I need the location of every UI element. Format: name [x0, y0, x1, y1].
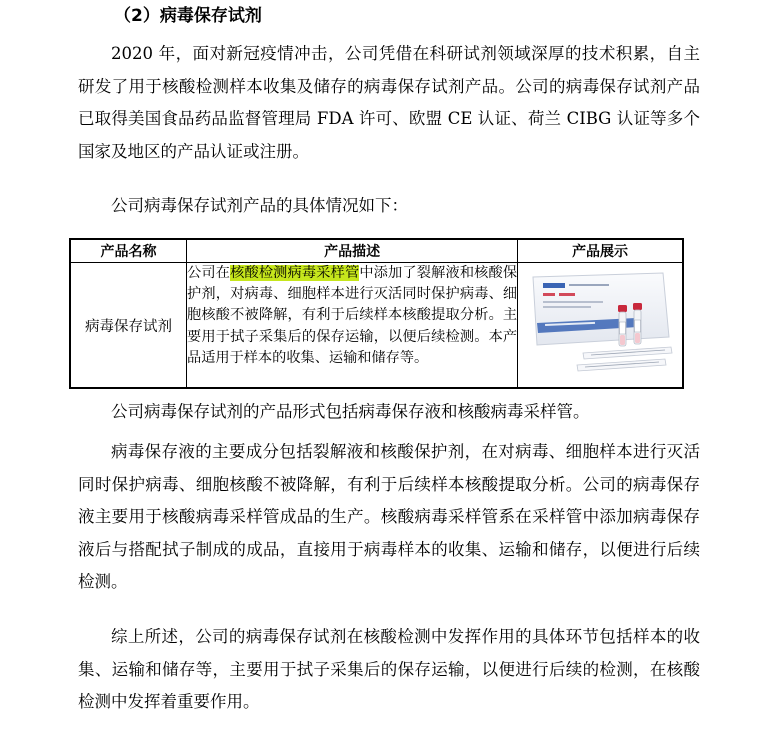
description-text-after: 中添加了裂解液和核酸保护剂，对病毒、细胞样本进行灭活同时保护病毒、细胞核酸不被降解，有利于后续样本核酸提取分析。主要用于拭子采集后的保存运输，以便后续检测。本产品适用于样本的收集、运输和储存等。 [187, 265, 518, 366]
highlighted-product-term: 核酸检测病毒采样管 [230, 265, 360, 281]
header-product-name: 产品名称 [70, 239, 187, 263]
table-row [70, 263, 683, 389]
product-name-cell: 病毒保存试剂 [70, 263, 187, 389]
product-forms-paragraph: 公司病毒保存试剂的产品形式包括病毒保存液和核酸病毒采样管。 [111, 402, 590, 421]
table-lead-paragraph: 公司病毒保存试剂产品的具体情况如下： [111, 196, 408, 215]
product-description-cell [187, 263, 518, 389]
summary-paragraph: 综上所述，公司的病毒保存试剂在核酸检测中发挥作用的具体环节包括样本的收集、运输和储存等，主要用于拭子采集后的保存运输，以便进行后续的检测，在核酸检测中发挥着重要作用。 [78, 627, 700, 711]
header-product-display: 产品展示 [518, 239, 683, 263]
preservation-liquid-paragraph: 病毒保存液的主要成分包括裂解液和核酸保护剂，在对病毒、细胞样本进行灭活同时保护病毒、细胞核酸不被降解，有利于后续样本核酸提取分析。公司的病毒保存液主要用于核酸病毒采样管成品的生产。核酸病毒采样管系在采样管中添加病毒保存液后与搭配拭子制成的成品，直接用于病毒样本的收集、运输和储存，以便进行后续检测。 [78, 442, 700, 591]
table-header-row [70, 239, 683, 263]
intro-paragraph: 2020 年，面对新冠疫情冲击，公司凭借在科研试剂领域深厚的技术积累，自主研发了用于核酸检测样本收集及储存的病毒保存试剂产品。公司的病毒保存试剂产品已取得美国食品药品监督管理局 FDA 许可、欧盟 CE 认证、荷兰 CIBG 认证等多个国家及地区的产品认证或注册。 [78, 44, 700, 161]
section-heading: （2）病毒保存试剂 [114, 6, 262, 26]
description-text-before: 公司在 [187, 265, 231, 281]
product-table [69, 238, 684, 389]
header-product-description: 产品描述 [187, 239, 518, 263]
product-display-cell [518, 263, 683, 389]
product-photo [525, 267, 675, 383]
